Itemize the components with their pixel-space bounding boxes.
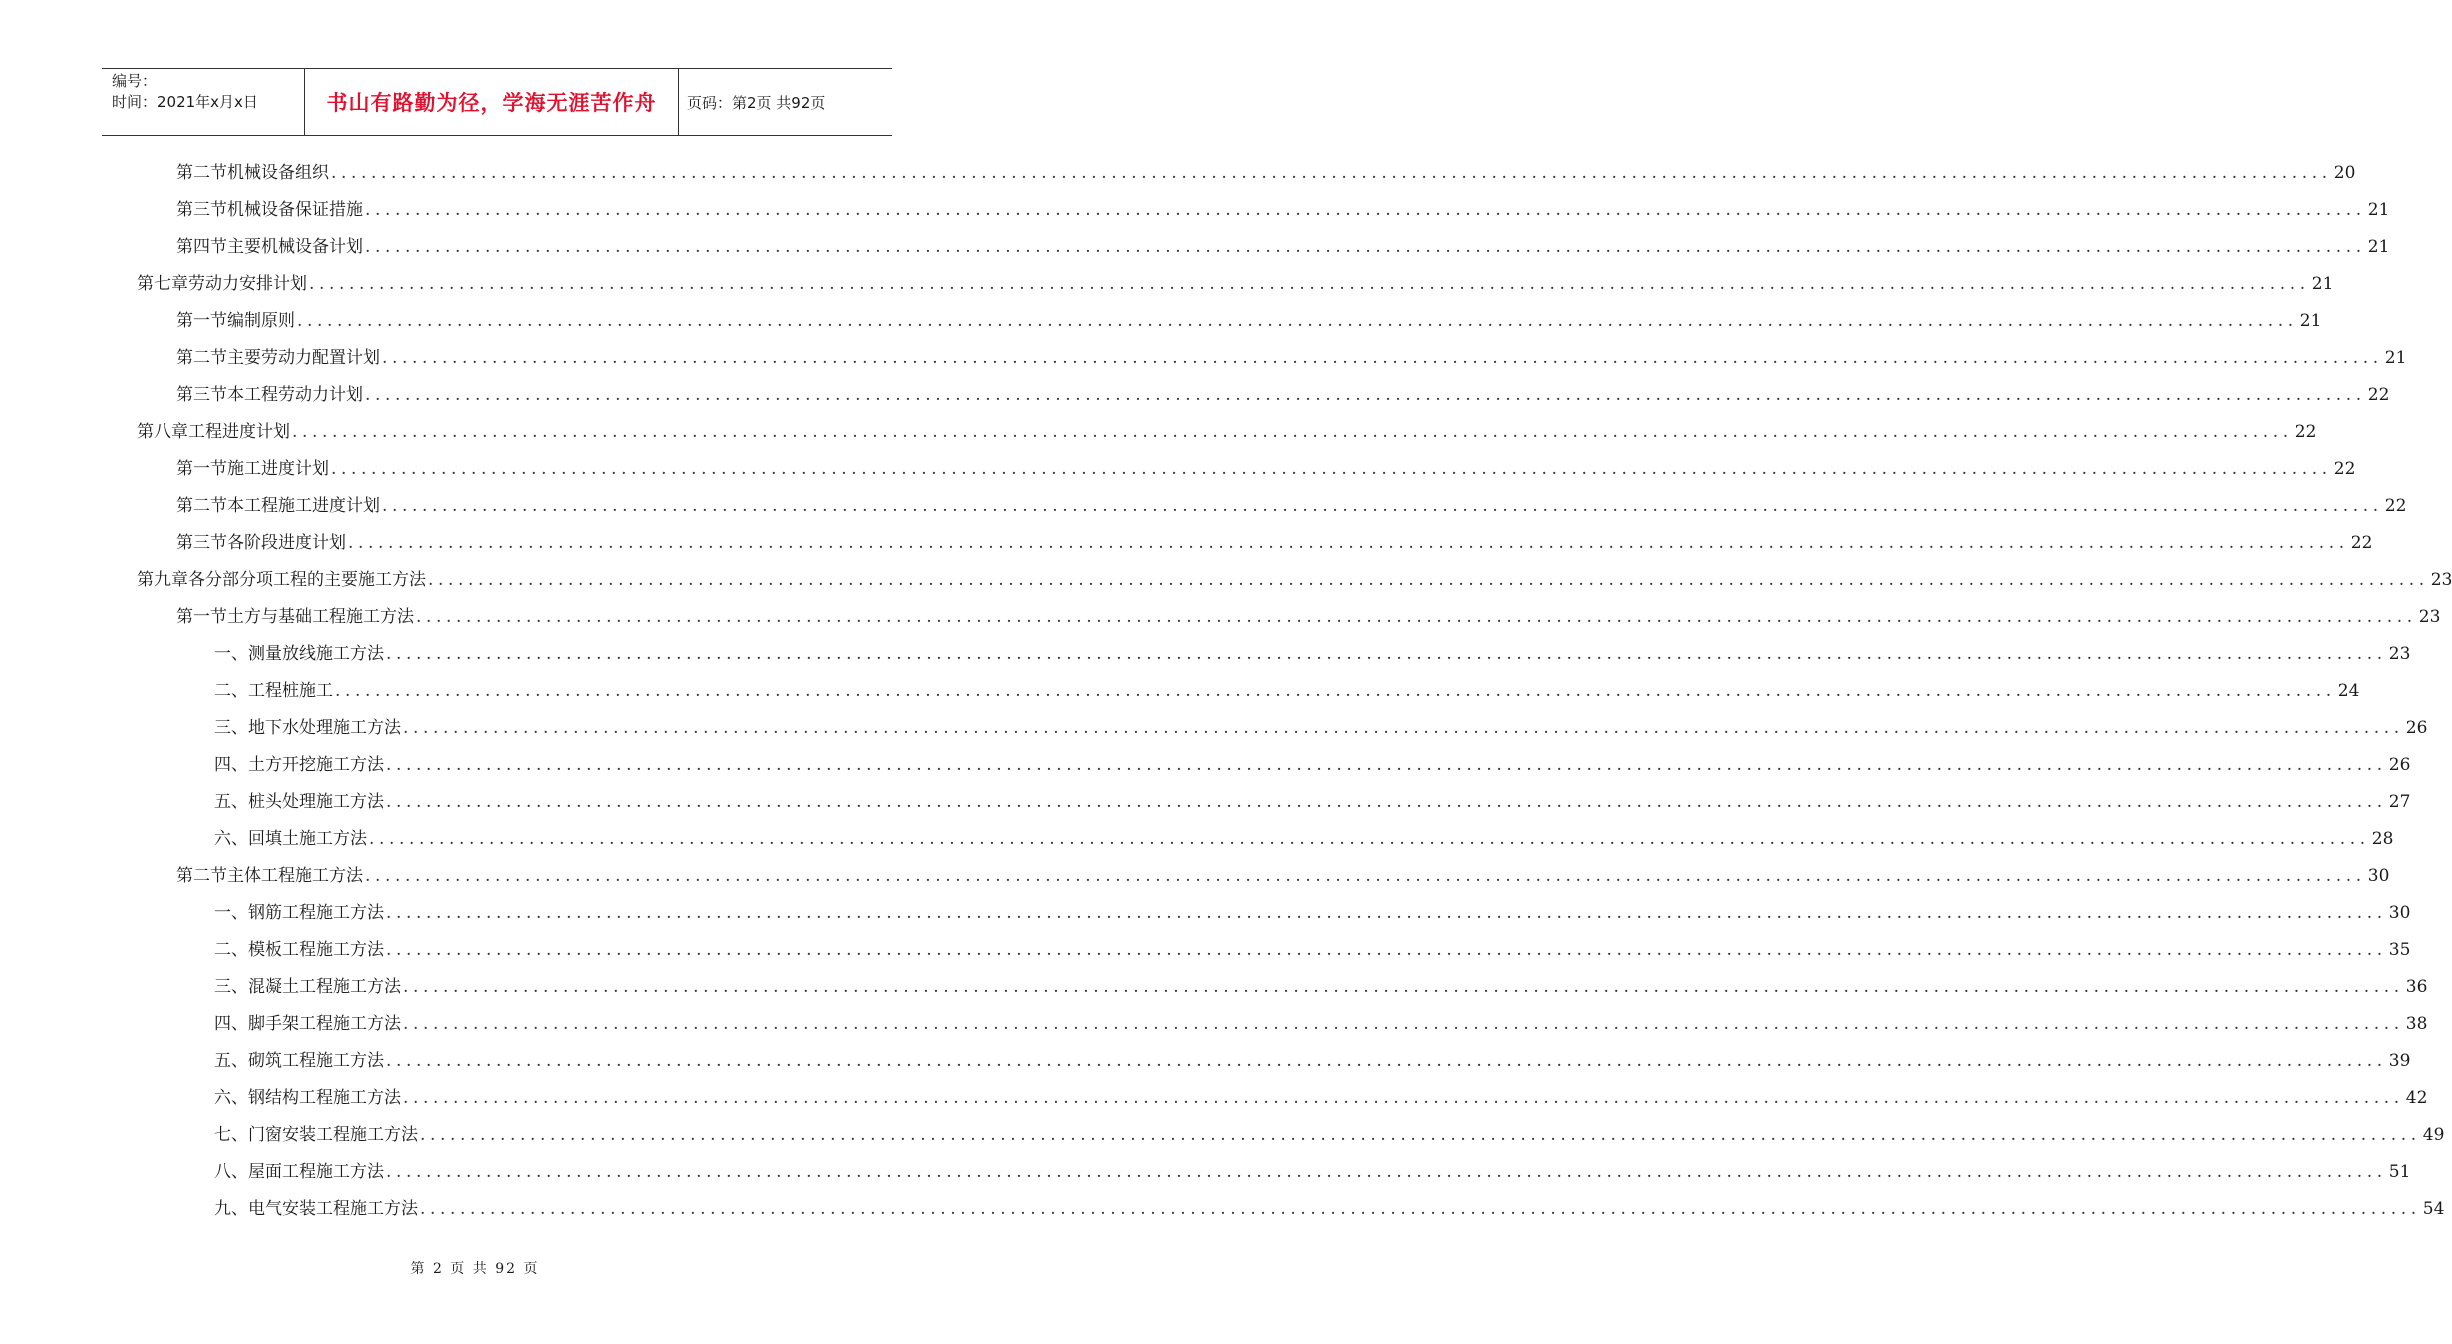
toc-entry[interactable] [214,747,2411,784]
toc-entry[interactable] [137,414,2317,451]
motto-text: 书山有路勤为径，学海无涯苦作舟 [326,91,657,115]
toc-entry-title: 工程进度计划 [188,422,290,442]
toc-dot-leader: ........................................................................................................................................................................................................ [386,940,2387,960]
toc-entry[interactable] [176,340,2407,377]
toc-dot-leader: ........................................................................................................................................................................................................ [420,1199,2421,1219]
toc-entry-number: 二、 [214,681,248,701]
toc-entry-page: 22 [2367,385,2390,405]
toc-entry-page: 24 [2337,681,2360,701]
toc-entry-page: 30 [2388,903,2411,923]
toc-entry-number: 四、 [214,1014,248,1034]
toc-dot-leader: ........................................................................................................................................................................................................ [403,718,2404,738]
toc-entry[interactable] [214,821,2394,858]
toc-entry-number: 第四节 [176,237,227,257]
toc-entry-title: 脚手架工程施工方法 [248,1014,401,1034]
page-header [102,68,892,136]
toc-entry-title: 钢筋工程施工方法 [248,903,384,923]
toc-dot-leader: ........................................................................................................................................................................................................ [365,200,2366,220]
toc-entry-number: 第九章 [137,570,188,590]
toc-entry[interactable] [176,525,2373,562]
toc-entry-page: 23 [2418,607,2441,627]
toc-entry-page: 38 [2405,1014,2428,1034]
toc-dot-leader: ........................................................................................................................................................................................................ [386,1162,2387,1182]
toc-dot-leader: ........................................................................................................................................................................................................ [365,385,2366,405]
toc-entry[interactable] [176,192,2390,229]
toc-dot-leader: ........................................................................................................................................................................................................ [365,237,2366,257]
toc-dot-leader: ........................................................................................................................................................................................................ [403,977,2404,997]
toc-entry-page: 30 [2367,866,2390,886]
toc-dot-leader: ........................................................................................................................................................................................................ [403,1014,2404,1034]
toc-entry-page: 51 [2388,1162,2411,1182]
toc-entry-number: 九、 [214,1199,248,1219]
toc-entry-title: 电气安装工程施工方法 [248,1199,418,1219]
toc-entry-number: 第一节 [176,607,227,627]
toc-entry-number: 第一节 [176,311,227,331]
toc-entry[interactable] [176,451,2356,488]
toc-entry-title: 编制原则 [227,311,295,331]
toc-entry-title: 本工程劳动力计划 [227,385,363,405]
toc-dot-leader: ........................................................................................................................................................................................................ [297,311,2298,331]
toc-entry-page: 26 [2405,718,2428,738]
toc-dot-leader: ........................................................................................................................................................................................................ [348,533,2349,553]
toc-dot-leader: ........................................................................................................................................................................................................ [335,681,2336,701]
toc-dot-leader: ........................................................................................................................................................................................................ [382,496,2383,516]
page-footer: 第 2 页 共 92 页 [410,1261,540,1277]
toc-entry[interactable] [214,1117,2445,1154]
toc-entry-page: 22 [2384,496,2407,516]
toc-entry-number: 六、 [214,829,248,849]
toc-dot-leader: ........................................................................................................................................................................................................ [292,422,2293,442]
toc-entry-page: 21 [2367,237,2390,257]
toc-entry-title: 模板工程施工方法 [248,940,384,960]
header-page-cell [679,69,892,135]
toc-entry-title: 主体工程施工方法 [227,866,363,886]
toc-entry-title: 主要机械设备计划 [227,237,363,257]
toc-entry-number: 三、 [214,977,248,997]
toc-entry-page: 20 [2333,163,2356,183]
toc-entry[interactable] [214,784,2411,821]
toc-entry-page: 22 [2294,422,2317,442]
toc-entry-number: 一、 [214,903,248,923]
toc-entry[interactable] [214,710,2428,747]
header-meta [102,69,304,135]
toc-entry[interactable] [137,562,2452,599]
serial-label: 编号： [112,72,158,90]
page-code: 页码：第2页 共92页 [687,93,826,112]
toc-entry-title: 各分部分项工程的主要施工方法 [188,570,426,590]
toc-entry-title: 测量放线施工方法 [248,644,384,664]
toc-entry-number: 第七章 [137,274,188,294]
toc-dot-leader: ........................................................................................................................................................................................................ [331,459,2332,479]
toc-dot-leader: ........................................................................................................................................................................................................ [309,274,2310,294]
toc-entry-page: 23 [2430,570,2452,590]
toc-entry-page: 35 [2388,940,2411,960]
toc-entry-number: 第二节 [176,163,227,183]
toc-entry-page: 36 [2405,977,2428,997]
toc-dot-leader: ........................................................................................................................................................................................................ [386,903,2387,923]
toc-entry-page: 27 [2388,792,2411,812]
toc-entry-page: 21 [2384,348,2407,368]
toc-entry-number: 三、 [214,718,248,738]
toc-entry-number: 第三节 [176,533,227,553]
toc-entry[interactable] [214,969,2428,1006]
toc-entry-number: 八、 [214,1162,248,1182]
toc-entry-number: 第三节 [176,200,227,220]
toc-entry-number: 第三节 [176,385,227,405]
toc-entry-number: 第二节 [176,348,227,368]
toc-entry[interactable] [176,229,2390,266]
toc-entry-title: 屋面工程施工方法 [248,1162,384,1182]
toc-entry-page: 22 [2350,533,2373,553]
toc-entry-title: 砌筑工程施工方法 [248,1051,384,1071]
header-motto-cell [304,69,679,135]
toc-dot-leader: ........................................................................................................................................................................................................ [386,792,2387,812]
toc-entry-title: 机械设备组织 [227,163,329,183]
toc-dot-leader: ........................................................................................................................................................................................................ [416,607,2417,627]
toc-dot-leader: ........................................................................................................................................................................................................ [420,1125,2421,1145]
toc-entry-title: 混凝土工程施工方法 [248,977,401,997]
toc-dot-leader: ........................................................................................................................................................................................................ [369,829,2370,849]
toc-entry-page: 23 [2388,644,2411,664]
toc-entry-title: 门窗安装工程施工方法 [248,1125,418,1145]
toc-entry[interactable] [214,1043,2411,1080]
toc-entry-number: 一、 [214,644,248,664]
toc-entry[interactable] [176,599,2441,636]
toc-entry[interactable] [176,377,2390,414]
toc-entry-number: 六、 [214,1088,248,1108]
toc-entry-title: 机械设备保证措施 [227,200,363,220]
toc-entry-title: 土方与基础工程施工方法 [227,607,414,627]
toc-entry[interactable] [214,895,2411,932]
toc-dot-leader: ........................................................................................................................................................................................................ [386,1051,2387,1071]
toc-entry[interactable] [214,1154,2411,1191]
toc-entry[interactable] [214,1080,2428,1117]
toc-entry[interactable] [214,1191,2445,1228]
toc-entry-title: 桩头处理施工方法 [248,792,384,812]
toc-entry[interactable] [137,266,2334,303]
toc-entry-number: 五、 [214,1051,248,1071]
toc-entry-title: 地下水处理施工方法 [248,718,401,738]
toc-entry-number: 第八章 [137,422,188,442]
toc-entry-page: 54 [2422,1199,2445,1219]
toc-entry[interactable] [214,1006,2428,1043]
toc-entry-title: 回填土施工方法 [248,829,367,849]
toc-dot-leader: ........................................................................................................................................................................................................ [386,644,2387,664]
toc-entry-page: 28 [2371,829,2394,849]
toc-entry-number: 五、 [214,792,248,812]
toc-entry[interactable] [214,636,2411,673]
toc-entry-number: 第二节 [176,496,227,516]
toc-entry-number: 第一节 [176,459,227,479]
toc-entry-page: 22 [2333,459,2356,479]
toc-dot-leader: ........................................................................................................................................................................................................ [382,348,2383,368]
toc-entry-title: 钢结构工程施工方法 [248,1088,401,1108]
toc-entry[interactable] [214,932,2411,969]
toc-entry-page: 21 [2299,311,2322,331]
toc-dot-leader: ........................................................................................................................................................................................................ [386,755,2387,775]
toc-dot-leader: ........................................................................................................................................................................................................ [428,570,2429,590]
toc-entry-page: 21 [2367,200,2390,220]
toc-entry-number: 四、 [214,755,248,775]
toc-entry[interactable] [176,488,2407,525]
toc-entry-title: 土方开挖施工方法 [248,755,384,775]
toc-entry[interactable] [176,858,2390,895]
toc-entry-number: 二、 [214,940,248,960]
toc-entry-title: 各阶段进度计划 [227,533,346,553]
toc-entry[interactable] [176,155,2356,192]
toc-entry-page: 42 [2405,1088,2428,1108]
toc-dot-leader: ........................................................................................................................................................................................................ [331,163,2332,183]
time-label: 时间：2021年x月x日 [112,93,258,111]
toc-entry[interactable] [214,673,2360,710]
toc-entry-title: 施工进度计划 [227,459,329,479]
toc-entry-page: 21 [2311,274,2334,294]
toc-entry-page: 39 [2388,1051,2411,1071]
toc-dot-leader: ........................................................................................................................................................................................................ [365,866,2366,886]
toc-entry-title: 本工程施工进度计划 [227,496,380,516]
toc-entry-page: 26 [2388,755,2411,775]
toc-entry-title: 劳动力安排计划 [188,274,307,294]
toc-entry-title: 工程桩施工 [248,681,333,701]
toc-entry[interactable] [176,303,2322,340]
toc-entry-number: 七、 [214,1125,248,1145]
toc-entry-title: 主要劳动力配置计划 [227,348,380,368]
toc-dot-leader: ........................................................................................................................................................................................................ [403,1088,2404,1108]
toc-entry-page: 49 [2422,1125,2445,1145]
toc-entry-number: 第二节 [176,866,227,886]
